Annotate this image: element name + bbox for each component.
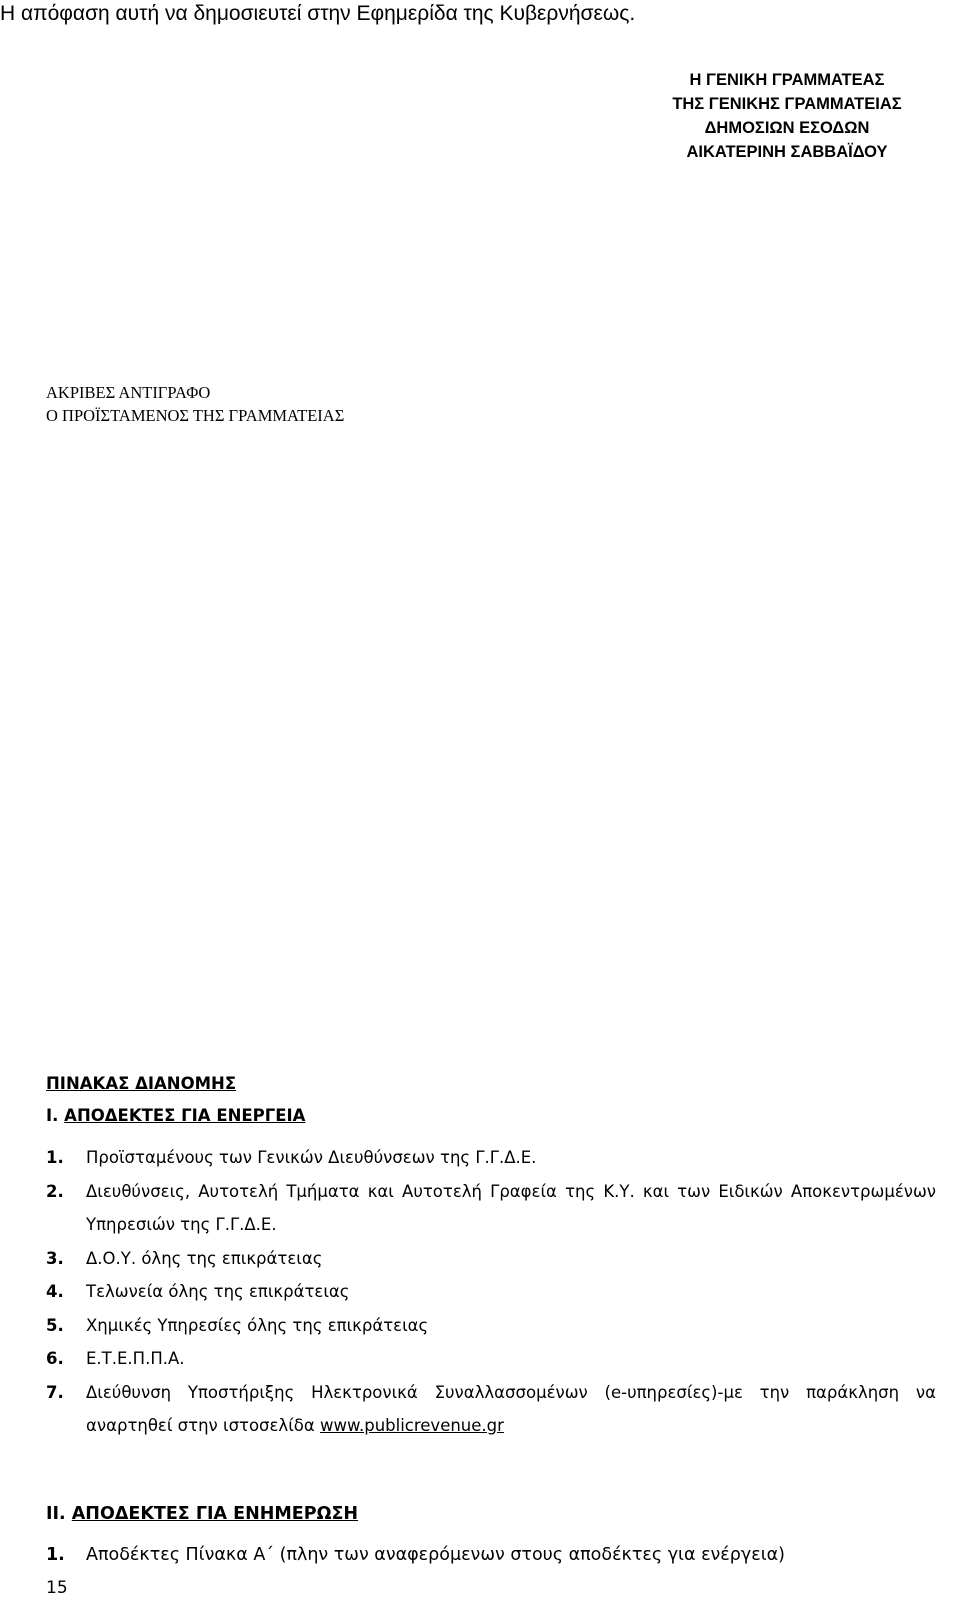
list-item <box>46 1175 936 1242</box>
list-item <box>46 1141 936 1175</box>
section-1-list <box>46 1141 936 1443</box>
section-1-title: ΑΠΟΔΕΚΤΕΣ ΓΙΑ ΕΝΕΡΓΕΙΑ <box>64 1106 306 1125</box>
list-item-number: 3. <box>46 1248 64 1268</box>
section-1-roman: Ι. <box>46 1106 59 1125</box>
signature-name: ΑΙΚΑΤΕΡΙΝΗ ΣΑΒΒΑΪΔΟΥ <box>686 143 888 161</box>
publicrevenue-link[interactable]: www.publicrevenue.gr <box>320 1416 504 1435</box>
certified-copy-line-2: Ο ΠΡΟΪΣΤΑΜΕΝΟΣ ΤΗΣ ΓΡΑΜΜΑΤΕΙΑΣ <box>46 406 345 425</box>
list-item <box>46 1538 946 1572</box>
list-item-number: 7. <box>46 1382 64 1402</box>
list-item-text: Ε.Τ.Ε.Π.Π.Α. <box>86 1349 185 1368</box>
list-item <box>46 1242 936 1276</box>
list-item-text: Διεύθυνση Υποστήριξης Ηλεκτρονικά Συναλλασσομένων (e-υπηρεσίες)-με την παράκληση να αναρτηθεί στην ιστοσελίδα <box>86 1382 936 1435</box>
list-item <box>46 1275 936 1309</box>
list-item <box>46 1309 936 1343</box>
list-item-number: 2. <box>46 1181 64 1201</box>
signature-line-3: ΔΗΜΟΣΙΩΝ ΕΣΟΔΩΝ <box>704 119 870 137</box>
list-item <box>46 1376 936 1443</box>
list-item-text: Διευθύνσεις, Αυτοτελή Τμήματα και Αυτοτελή Γραφεία της Κ.Υ. και των Ειδικών Αποκεντρωμένων Υπηρεσιών της Γ.Γ.Δ.Ε. <box>86 1181 936 1234</box>
page-number: 15 <box>46 1578 68 1598</box>
list-item-number: 1. <box>46 1148 64 1167</box>
list-item-text: Αποδέκτες Πίνακα Α΄ (πλην των αναφερόμενων στους αποδέκτες για ενέργεια) <box>86 1545 785 1565</box>
list-item-text: Προϊσταμένους των Γενικών Διευθύνσεων της Γ.Γ.Δ.Ε. <box>86 1148 537 1167</box>
section-2-title: ΑΠΟΔΕΚΤΕΣ ΓΙΑ ΕΝΗΜΕΡΩΣΗ <box>71 1504 359 1524</box>
section-2-heading <box>46 1504 358 1524</box>
list-item-text: Τελωνεία όλης της επικράτειας <box>86 1282 350 1301</box>
list-item <box>46 1342 936 1376</box>
signature-line-2: ΤΗΣ ΓΕΝΙΚΗΣ ΓΡΑΜΜΑΤΕΙΑΣ <box>672 95 902 113</box>
signature-line-1: Η ΓΕΝΙΚΗ ΓΡΑΜΜΑΤΕΑΣ <box>689 71 885 89</box>
list-item-number: 4. <box>46 1282 64 1301</box>
distribution-title: ΠΙΝΑΚΑΣ ΔΙΑΝΟΜΗΣ <box>46 1074 237 1093</box>
signature-block <box>620 68 954 164</box>
list-item-number: 1. <box>46 1545 65 1565</box>
list-item-text: Χημικές Υπηρεσίες όλης της επικράτειας <box>86 1315 429 1335</box>
section-1-heading <box>46 1106 305 1125</box>
list-item-number: 5. <box>46 1315 64 1335</box>
certified-copy-block <box>46 381 344 427</box>
certified-copy-line-1: ΑΚΡΙΒΕΣ ΑΝΤΙΓΡΑΦΟ <box>46 383 211 402</box>
list-item-number: 6. <box>46 1349 64 1368</box>
list-item-text: Δ.Ο.Υ. όλης της επικράτειας <box>86 1248 323 1268</box>
section-2-list <box>46 1538 946 1572</box>
intro-line: Η απόφαση αυτή να δημοσιευτεί στην Εφημερίδα της Κυβερνήσεως. <box>0 2 636 25</box>
section-2-roman: ΙΙ. <box>46 1504 66 1524</box>
